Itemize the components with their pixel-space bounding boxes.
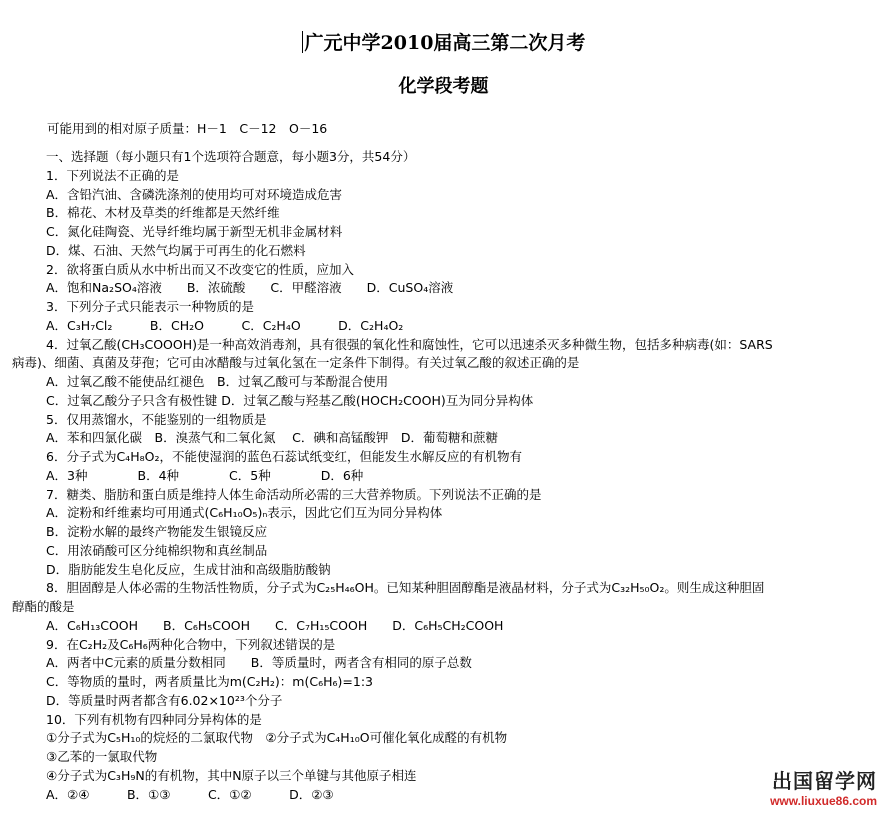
question-line: ③乙苯的一氯取代物 <box>46 749 158 764</box>
question-line: D．脂肪能发生皂化反应，生成甘油和高级脂肪酸钠 <box>46 561 331 577</box>
question-line: 9．在C₂H₂及C₆H₆两种化合物中，下列叙述错误的是 <box>46 636 336 652</box>
question-line: A．过氧乙酸不能使品红褪色 B．过氧乙酸可与苯酚混合使用 <box>46 374 389 389</box>
question-line: B．棉花、木材及草类的纤维都是天然纤维 <box>46 205 280 221</box>
text-cursor <box>302 31 303 53</box>
question-line: 醇酯的酸是 <box>12 599 75 614</box>
watermark-name: 出国留学网 <box>772 769 877 793</box>
question-line: C．用浓硝酸可区分纯棉织物和真丝制品 <box>46 542 268 558</box>
question-line: D．等质量时两者都含有6.02×10²³个分子 <box>46 692 283 708</box>
exam-title-text: 广元中学2010届高三第二次月考 <box>304 32 586 54</box>
question-line: A．C₃H₇Cl₂ B．CH₂O C．C₂H₄O D．C₂H₄O₂ <box>46 317 404 333</box>
question-line: C．氮化硅陶瓷、光导纤维均属于新型无机非金属材料 <box>46 224 343 239</box>
question-line: D．煤、石油、天然气均属于可再生的化石燃料 <box>46 242 306 258</box>
question-line: B．淀粉水解的最终产物能发生银镜反应 <box>46 524 268 539</box>
question-line: C．等物质的量时，两者质量比为m(C₂H₂)：m(C₆H₆)=1:3 <box>46 674 373 689</box>
question-line: 1．下列说法不正确的是 <box>46 167 179 183</box>
question-line: 7．糖类、脂肪和蛋白质是维持人体生命活动所必需的三大营养物质。下列说法不正确的是 <box>46 486 542 502</box>
atomic-masses: 可能用到的相对原子质量：H－1 C－12 O－16 <box>47 121 328 136</box>
watermark <box>770 765 877 808</box>
question-line: ①分子式为C₅H₁₀的烷烃的二氯取代物 ②分子式为C₄H₁₀O可催化氧化成醛的有机物 <box>46 730 508 746</box>
question-line: 病毒)、细菌、真菌及芽孢；它可由冰醋酸与过氧化氢在一定条件下制得。有关过氧乙酸的叙述正确的是 <box>12 355 580 371</box>
question-line: 8．胆固醇是人体必需的生物活性物质，分子式为C₂₅H₄₆OH。已知某种胆固醇酯是液晶材料，分子式为C₃₂H₅₀O₂。则生成这种胆固 <box>46 580 765 596</box>
question-line: A．C₆H₁₃COOH B．C₆H₅COOH C．C₇H₁₅COOH D．C₆H₅CH₂COOH <box>46 617 504 633</box>
question-line: C．过氧乙酸分子只含有极性键 D．过氧乙酸与羟基乙酸(HOCH₂COOH)互为同分异构体 <box>46 392 534 408</box>
question-line: A．苯和四氯化碳 B．溴蒸气和二氧化氮 C．碘和高锰酸钾 D．葡萄糖和蔗糖 <box>46 430 498 446</box>
question-line: 一、选择题（每小题只有1个选项符合题意，每小题3分，共54分） <box>46 149 416 164</box>
question-line: ④分子式为C₃H₉N的有机物，其中N原子以三个单键与其他原子相连 <box>46 767 417 783</box>
question-line: A．淀粉和纤维素均可用通式(C₆H₁₀O₅)ₙ表示，因此它们互为同分异构体 <box>46 505 443 521</box>
question-line: 3．下列分子式只能表示一种物质的是 <box>46 299 254 314</box>
question-line: A．两者中C元素的质量分数相同 B．等质量时，两者含有相同的原子总数 <box>46 655 472 671</box>
exam-subtitle: 化学段考题 <box>398 76 489 97</box>
question-line: A．②④ B．①③ C．①② D．②③ <box>46 786 334 802</box>
exam-title <box>0 28 887 55</box>
question-line: A．3种 B．4种 C．5种 D．6种 <box>46 467 364 483</box>
question-line: 6．分子式为C₄H₈O₂，不能使湿润的蓝色石蕊试纸变红，但能发生水解反应的有机物有 <box>46 449 522 464</box>
question-line: A．饱和Na₂SO₄溶液 B．浓硫酸 C．甲醛溶液 D．CuSO₄溶液 <box>46 280 454 296</box>
question-line: 10．下列有机物有四种同分异构体的是 <box>46 711 262 727</box>
question-line: 5．仅用蒸馏水，不能鉴别的一组物质是 <box>46 411 267 427</box>
question-line: A．含铅汽油、含磷洗涤剂的使用均可对环境造成危害 <box>46 186 343 202</box>
question-line: 4．过氧乙酸(CH₃COOOH)是一种高效消毒剂，具有很强的氧化性和腐蚀性，它可以迅速杀灭多种微生物，包括多种病毒(如：SARS <box>46 336 773 352</box>
question-line: 2．欲将蛋白质从水中析出而又不改变它的性质，应加入 <box>46 261 354 277</box>
watermark-url: www.liuxue86.com <box>770 794 877 808</box>
